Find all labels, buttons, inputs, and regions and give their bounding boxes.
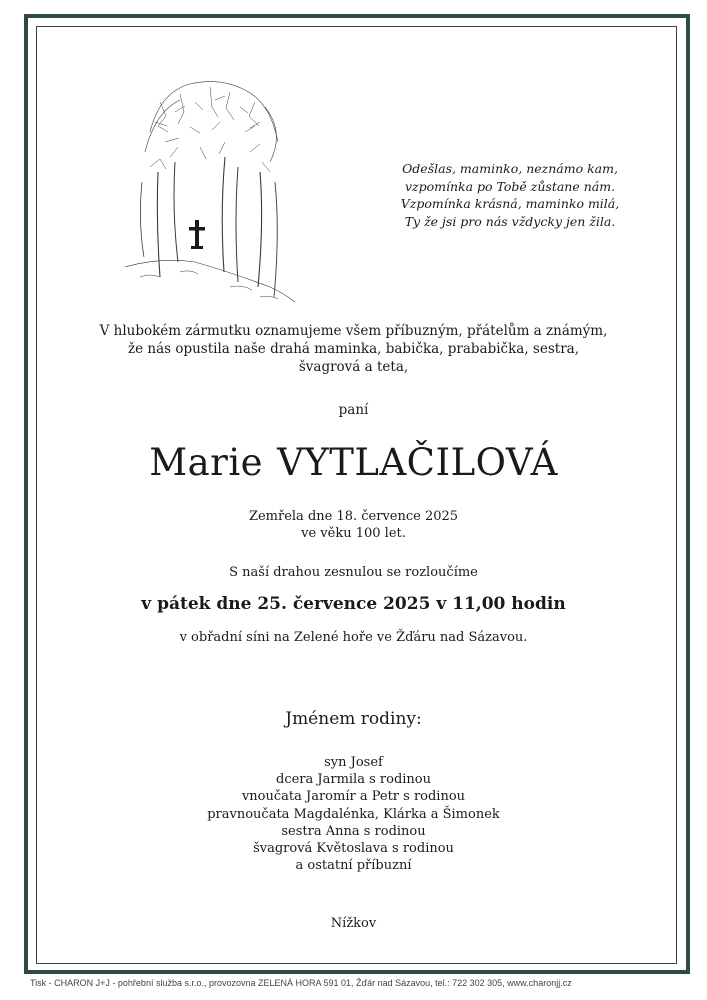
family-heading: Jménem rodiny: bbox=[285, 709, 422, 729]
verse-line: Ty že jsi pro nás vždycky jen žila. bbox=[404, 213, 616, 229]
announcement-line: že nás opustila naše drahá maminka, babička, prababička, sestra, bbox=[127, 341, 579, 357]
family-member: dcera Jarmila s rodinou bbox=[276, 772, 431, 788]
deceased-last-name: VYTLAČILOVÁ bbox=[277, 441, 558, 484]
family-members-list bbox=[30, 754, 677, 874]
farewell-datetime: v pátek dne 25. července 2025 v 11,00 hodin bbox=[141, 594, 566, 614]
family-member: sestra Anna s rodinou bbox=[281, 823, 426, 839]
farewell-place: v obřadní síni na Zelené hoře ve Žďáru nad Sázavou. bbox=[179, 630, 528, 645]
announcement-line: V hlubokém zármutku oznamujeme všem příbuzným, přátelům a známým, bbox=[99, 323, 608, 339]
family-member: švagrová Květoslava s rodinou bbox=[253, 841, 454, 857]
place-name: Nížkov bbox=[330, 916, 377, 931]
verse-line: Odešlas, maminko, neznámo kam, bbox=[402, 161, 618, 176]
deceased-first-name: Marie bbox=[149, 441, 264, 484]
death-info bbox=[30, 508, 677, 542]
deceased-name bbox=[30, 441, 677, 484]
family-member: vnoučata Jaromír a Petr s rodinou bbox=[241, 789, 466, 805]
family-member: syn Josef bbox=[324, 755, 383, 770]
printer-footer: Tisk - CHARON J+J - pohřební služba s.r.o., provozovna ZELENÁ HORA 591 01, Žďár nad Sázavou, tel.: 722 302 305, www.charonjj.cz bbox=[30, 978, 572, 988]
announcement-line: švagrová a teta, bbox=[298, 359, 409, 375]
memorial-verse bbox=[330, 160, 690, 230]
death-date: Zemřela dne 18. července 2025 bbox=[248, 509, 459, 524]
trees-with-cross-icon bbox=[120, 72, 300, 307]
title-word: paní bbox=[338, 402, 369, 418]
verse-line: Vzpomínka krásná, maminko milá, bbox=[400, 196, 620, 211]
announcement-text bbox=[30, 322, 677, 376]
death-age: ve věku 100 let. bbox=[301, 526, 406, 541]
verse-line: vzpomínka po Tobě zůstane nám. bbox=[404, 178, 616, 194]
farewell-intro: S naší drahou zesnulou se rozloučíme bbox=[229, 565, 478, 580]
family-member: a ostatní příbuzní bbox=[295, 858, 412, 874]
family-member: pravnoučata Magdalénka, Klárka a Šimonek bbox=[207, 806, 500, 822]
